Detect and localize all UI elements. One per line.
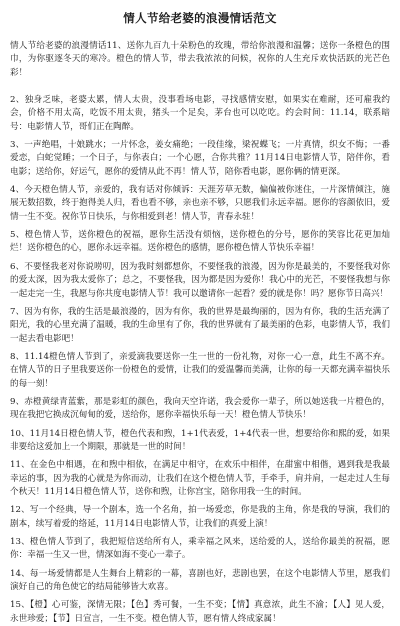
item-subtext: 我们一起去看电影吧！ — [10, 320, 390, 344]
intro-paragraph: 情人节给老婆的浪漫情话11、送你九百九十朵粉色的玫瑰，带给你浪漫和温馨；送你一条橙色的围巾，为你驱逐冬天的寒冷。橙色的情人节，带去我浓浓的问候，祝你的人生充斥欢快活跃的光芒色彩！ — [10, 41, 390, 78]
item-number: 6 — [10, 261, 16, 272]
item-number: 9 — [10, 396, 16, 407]
item-text: 、橙色情人节，送你橙色的祝福，愿你生活没有烦恼，送你橙色的分号，愿你的笑容比花更加灿烂！送你橙色的心，愿你永远幸福。 — [10, 230, 390, 254]
item-subtext: 11.14，联系暗号：电影情人节，哥们正在陶醉。 — [10, 108, 390, 132]
item-subtext: 我可以邀请你一起看？爱的就是你！吗？愿你节日高兴！ — [173, 288, 389, 299]
item-text: 、橙色情人节到了，我把短信送给所有人，乘幸福之风来，送给爱的人，送给你最美的祝福，愿你： — [10, 537, 390, 561]
list-item — [10, 306, 390, 346]
item-number: 12 — [10, 505, 21, 516]
list-item — [10, 229, 390, 256]
item-text: 、写一个经典，导一个剧本，选一个名角，拍一场爱恋，你是我的主角，你是我的导演，我们的剧本，续写着爱的络延，11月14日电影情人节，让我们的真爱上演！ — [10, 505, 390, 529]
item-text: 、赤橙黄绿青蓝紫，那是彩虹的颜色，我向天空许诺，我会爱你一辈子，所以她送我一片橙色的，现在我把它换成沉甸甸的爱， — [10, 396, 390, 421]
item-text: 、一声绝唱，十娘跳水；一片怀念，姜女痛绝；一段佳缘，梁祝蝶飞；一片真情，织女不悔；一番爱恋，白蛇觉睡；一个日子，与你表白；一个心愿，合你共雅？11月14日电影情人节，陪伴你，看电影；送给你，好运气，愿你的爱情从此不再！ — [10, 140, 390, 177]
item-subtext: 祝你节日快乐，与你相爱到老！情人节，青春永驻！ — [61, 211, 260, 222]
list-item — [10, 459, 390, 499]
paragraph-gap — [10, 85, 390, 94]
item-number: 15 — [10, 600, 21, 611]
item-number: 10 — [10, 428, 21, 439]
item-text: 、今天橙色情人节，亲爱的，我有话对你倾诉：天涯芳草无数，偏偏被你迷住，一片深情倾注，施展无数招数，终于抱得美人归，看也看不够，亲也亲不够，只愿我们永远幸福。愿你的容颜依旧，爱情一生不变。 — [10, 185, 390, 222]
item-text: 、在金色中相遇，在和煦中相依，在满足中相守，在欢乐中相伴，在甜蜜中相偕，遇到我是我最幸运的事，因为我的心就是为你而动，让我们在这个橙色情人节，手牵手，肩并肩，一起走过人生每个秋天！11月14日橙色情人节，送你和煦，让你宫宝，陪你用我一生的时间。 — [10, 460, 390, 497]
list-item — [10, 568, 390, 595]
item-text: 、不要怪我老对你说唠叨，因为我时刻都想你，不要怪我的浪漫，因为你是最美的，不要怪我对你的爱太深，因为我太爱你了；总之，不要怪我，因为都是因为爱你！我心中的光芒，不要怪我想与你一起走完一生，我愿与你共度电影情人节！ — [10, 261, 390, 299]
item-subtext: 送你橙色的感情，愿你橙色情人节快乐幸福！ — [147, 243, 320, 254]
item-subtext: 情人节，陪你看电影，愿你俩的情更深。 — [190, 166, 346, 177]
list-item — [10, 504, 390, 531]
document-body — [10, 40, 390, 626]
item-number: 5 — [10, 230, 16, 241]
item-number: 3 — [10, 140, 16, 151]
item-text: 、独身乏味，老婆太累，情人太贵，没事看场电影，寻找感情安慰，如果实在难耐，还可雇我约会，价格不用太高，吃饭不用太贵，猪头一个足矣，茅台也可以吃吃。约会时间： — [10, 95, 390, 119]
list-item — [10, 261, 390, 301]
list-item — [10, 94, 390, 134]
list-item — [10, 599, 390, 626]
list-item — [10, 184, 390, 224]
item-subtext: 送给你，愿你幸福快乐每一天！橙色情人节快乐！ — [121, 410, 311, 421]
item-number: 14 — [10, 568, 21, 579]
list-item — [10, 396, 390, 423]
item-number: 13 — [10, 537, 21, 547]
item-text: 、11月14日橙色情人节，橙色代表和煦，1+1代表爱，1+4代表一世，想要给你和熙的爱，如果非要给这爱加上一个期限，那就是一世的时间！ — [10, 428, 390, 452]
list-item — [10, 139, 390, 179]
list-item — [10, 536, 390, 563]
list-item — [10, 428, 390, 455]
item-number: 7 — [10, 306, 16, 317]
item-number: 11 — [10, 460, 21, 471]
item-text: 、每一场爱情都是人生舞台上精彩的一幕，喜剧也好，悲剧也罢，在这个电影情人节里，愿我们演好自己的角色使它的结局能够皆大欢喜。 — [10, 568, 390, 593]
item-number: 8 — [10, 351, 16, 362]
item-number: 4 — [10, 185, 16, 196]
item-subtext: 幸福一生又一世，情深如海不变心一辈子。 — [27, 550, 191, 561]
list-item — [10, 351, 390, 391]
item-text: 、因为有你，我的生活是最浪漫的，因为有你，我的世界是最绚丽的，因为有你，我的生活充满了阳光，我的心里充满了温暖，我的生命里有了你，我的世界就有了最美丽的色彩，电影情人节， — [10, 306, 390, 331]
item-list — [10, 94, 390, 626]
item-text: 、【橙】心可鉴，深情无限；【色】秀可餐，一生不变；【情】真意浓，此生不渝；【人】见人爱，永世珍爱；【节】日宣言，一生不变。橙色情人节，愿有情人终成家属！ — [10, 600, 390, 624]
document-title: 情人节给老婆的浪漫情话范文 — [123, 11, 277, 25]
item-number: 2 — [10, 95, 16, 106]
item-text: 、11.14橙色情人节到了，亲爱滴我要送你一生一世的一份礼物，对你一心一意，此生不离不弃。在情人节的日子里我要送你一份橙色的爱情，让我们的爱温馨而美满，让你的每一天都充满幸福快乐的每一刻！ — [10, 351, 390, 389]
